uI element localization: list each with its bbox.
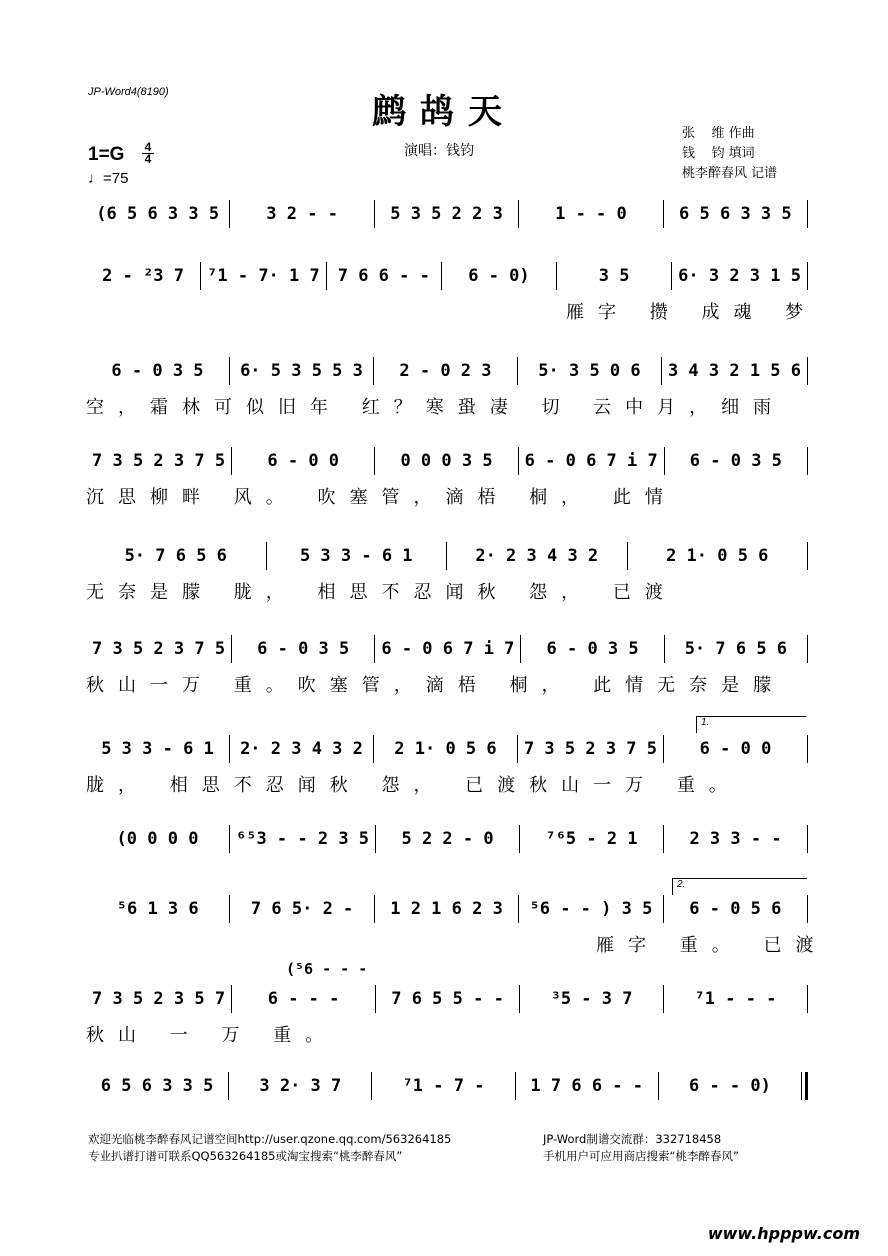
measure: ⁷1 - 7· 1 7	[207, 266, 320, 286]
lyrics-line: 秋山一万 重。吹塞管，滴梧 桐， 此情无奈是朦	[86, 675, 786, 696]
measure: 5· 7 6 5 6	[124, 546, 227, 566]
measure: 2 - 0 2 3	[399, 361, 492, 381]
time-top: 4	[144, 140, 152, 154]
lyricist-credit: 钱 钧 填词	[682, 146, 755, 161]
measure: 6 - - -	[267, 989, 340, 1009]
lyrics-line: 雁字 攒 成魂 梦	[566, 302, 818, 323]
measure: 3 5	[598, 266, 630, 286]
barline	[807, 825, 808, 853]
barline	[807, 262, 808, 290]
measure: 1 7 6 6 - -	[530, 1076, 643, 1096]
lyrics-line: 秋山 一 万 重。	[86, 1025, 338, 1046]
notation-line	[86, 633, 808, 665]
measure: 6 - 0 3 5	[257, 639, 350, 659]
notation-line	[86, 823, 808, 855]
measure: ³5 - 3 7	[550, 989, 633, 1009]
footer-line2-right: 手机用户可应用商店搜索“桃李醉春风”	[543, 1149, 739, 1163]
measure: 6 - 0 0	[267, 451, 340, 471]
barline	[807, 542, 808, 570]
measure: 7 3 5 2 3 5 7	[92, 989, 226, 1009]
measure: 6 - 0 3 5	[689, 451, 782, 471]
measure: (0 0 0 0	[116, 829, 199, 849]
notation-line	[86, 198, 808, 230]
measure: 6 - - 0)	[688, 1076, 771, 1096]
measure: 6 - 0 6 7 i 7	[381, 639, 515, 659]
barline	[807, 735, 808, 763]
measure: 7 6 5 5 - -	[391, 989, 504, 1009]
measure: 6 - 0 0	[699, 739, 772, 759]
key-signature: 1=G	[88, 144, 125, 165]
footer-line2-left: 专业扒谱打谱可联系QQ563264185或淘宝搜索“桃李醉春风”	[88, 1149, 403, 1163]
measure: ⁷1 - - -	[694, 989, 777, 1009]
measure: 6 - 0)	[468, 266, 530, 286]
barline	[807, 895, 808, 923]
measure: 2 1· 0 5 6	[394, 739, 497, 759]
measure: 6 - 0 6 7 i 7	[524, 451, 658, 471]
measure: 5 3 3 - 6 1	[299, 546, 413, 566]
lyrics-line: 雁字 重。 已渡	[596, 935, 828, 956]
notation-line	[86, 260, 808, 292]
tempo-marking: ♩=75	[88, 170, 129, 187]
barline	[807, 635, 808, 663]
footer-line1-left: 欢迎光临桃李醉春风记谱空间http://user.qzone.qq.com/563264185	[88, 1132, 452, 1146]
barline	[807, 357, 808, 385]
software-tag: JP-Word4(8190)	[88, 86, 169, 98]
lyrics-line: 胧， 相思不忍闻秋 怨， 已渡秋山一万 重。	[86, 775, 741, 796]
measure: 7 3 5 2 3 7 5	[92, 451, 226, 471]
measure: 2 1· 0 5 6	[666, 546, 769, 566]
measure: ⁶⁵3 - - 2 3 5	[235, 829, 370, 849]
website-watermark: www.hpppw.com	[707, 1224, 860, 1243]
time-bottom: 4	[142, 153, 154, 165]
singer-credit: 演唱：钱钧	[404, 143, 474, 159]
measure: 5· 3 5 0 6	[538, 361, 641, 381]
notation-line	[86, 893, 808, 925]
barline	[801, 1072, 802, 1100]
song-title: 鹧鸪天	[372, 92, 516, 132]
lyrics-line: 空，霜林可似旧年 红？寒蛩凄 切 云中月，细雨	[86, 397, 786, 418]
volta-first-ending: 1.	[696, 716, 806, 733]
footer-line1-right: JP-Word制谱交流群：332718458	[543, 1132, 722, 1146]
measure: 2· 2 3 4 3 2	[240, 739, 363, 759]
final-barline	[805, 1072, 808, 1100]
composer-credit: 张 维 作曲	[682, 126, 755, 141]
measure: 0 0 0 3 5	[400, 451, 493, 471]
measure: 7 6 5· 2 -	[250, 899, 354, 919]
transcriber-credit: 桃李醉春风 记谱	[682, 166, 778, 181]
barline	[807, 447, 808, 475]
footer	[88, 1131, 739, 1165]
ossia-notes: (⁵6 - - -	[286, 960, 368, 978]
measure: ⁷⁶5 - 2 1	[545, 829, 638, 849]
measure: 2 3 3 - -	[689, 829, 782, 849]
notation-line	[86, 355, 808, 387]
measure: 3 2· 3 7	[259, 1076, 342, 1096]
measure: 2· 2 3 4 3 2	[475, 546, 599, 566]
measure: ⁵6 1 3 6	[116, 899, 199, 919]
measure: 7 3 5 2 3 7 5	[92, 639, 226, 659]
measure: (6 5 6 3 3 5	[96, 204, 220, 224]
measure: ⁷1 - 7 -	[402, 1076, 485, 1096]
measure: 6 - 0 3 5	[111, 361, 204, 381]
notation-line	[86, 1070, 808, 1102]
measure: 5· 7 6 5 6	[684, 639, 788, 659]
measure: 6 5 6 3 3 5	[100, 1076, 214, 1096]
measure: 7 3 5 2 3 7 5	[523, 739, 658, 759]
measure: ⁵6 - - ) 3 5	[529, 899, 653, 919]
measure: 5 3 5 2 2 3	[390, 204, 503, 224]
lyrics-line: 沉思柳畔 风。 吹塞管，滴梧 桐， 此情	[86, 487, 677, 508]
measure: 2 - ²3 7	[102, 266, 185, 286]
measure: 6 - 0 5 6	[689, 899, 782, 919]
notation-line	[86, 983, 808, 1015]
measure: 3 2 - -	[266, 204, 338, 224]
barline	[807, 985, 808, 1013]
time-signature	[142, 142, 154, 165]
credits-block	[682, 124, 777, 184]
lyrics-line: 无奈是朦 胧， 相思不忍闻秋 怨， 已渡	[86, 582, 677, 603]
measure: 6· 5 3 5 5 3	[240, 361, 363, 381]
measure: 5 3 3 - 6 1	[101, 739, 214, 759]
notation-line	[86, 733, 808, 765]
measure: 6· 3 2 3 1 5	[678, 266, 801, 286]
measure: 7 6 6 - -	[337, 266, 430, 286]
measure: 6 5 6 3 3 5	[679, 204, 792, 224]
measure: 3 4 3 2 1 5 6	[667, 361, 801, 381]
barline	[807, 200, 808, 228]
notation-line	[86, 445, 808, 477]
notation-line	[86, 540, 808, 572]
measure: 6 - 0 3 5	[546, 639, 639, 659]
measure: 1 - - 0	[555, 204, 627, 224]
volta-second-ending: 2.	[672, 878, 807, 895]
measure: 5 2 2 - 0	[401, 829, 494, 849]
measure: 1 2 1 6 2 3	[390, 899, 503, 919]
